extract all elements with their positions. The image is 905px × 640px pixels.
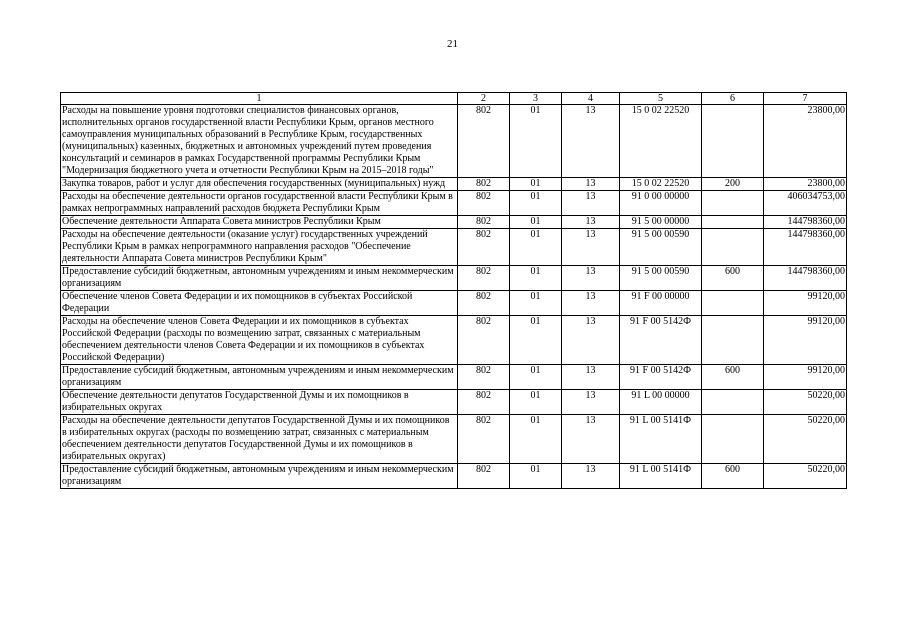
section-code: 01 xyxy=(510,464,562,489)
amount: 50220,00 xyxy=(764,415,847,464)
subsection-code: 13 xyxy=(562,229,620,266)
target-article-code: 91 5 00 00590 xyxy=(620,266,702,291)
target-article-code: 91 F 00 5142Ф xyxy=(620,365,702,390)
table-row xyxy=(61,415,847,464)
ministry-code: 802 xyxy=(458,216,510,229)
section-code: 01 xyxy=(510,191,562,216)
table-row xyxy=(61,191,847,216)
amount: 144798360,00 xyxy=(764,266,847,291)
subsection-code: 13 xyxy=(562,415,620,464)
target-article-code: 91 L 00 5141Ф xyxy=(620,464,702,489)
expense-name: Предоставление субсидий бюджетным, автономным учреждениям и иным некоммерческим организациям xyxy=(61,464,458,489)
budget-table xyxy=(60,92,847,489)
ministry-code: 802 xyxy=(458,266,510,291)
column-header: 6 xyxy=(702,93,764,105)
table-row xyxy=(61,365,847,390)
amount: 50220,00 xyxy=(764,390,847,415)
expense-name: Обеспечение деятельности депутатов Государственной Думы и их помощников в избирательных округах xyxy=(61,390,458,415)
subsection-code: 13 xyxy=(562,191,620,216)
column-header: 1 xyxy=(61,93,458,105)
subsection-code: 13 xyxy=(562,266,620,291)
subsection-code: 13 xyxy=(562,316,620,365)
ministry-code: 802 xyxy=(458,316,510,365)
table-row xyxy=(61,464,847,489)
subsection-code: 13 xyxy=(562,390,620,415)
section-code: 01 xyxy=(510,229,562,266)
expense-type-code xyxy=(702,291,764,316)
ministry-code: 802 xyxy=(458,365,510,390)
amount: 406034753,00 xyxy=(764,191,847,216)
amount: 50220,00 xyxy=(764,464,847,489)
table-row xyxy=(61,216,847,229)
table-row xyxy=(61,229,847,266)
expense-type-code: 200 xyxy=(702,178,764,191)
ministry-code: 802 xyxy=(458,291,510,316)
expense-type-code xyxy=(702,390,764,415)
expense-name: Расходы на обеспечение деятельности депутатов Государственной Думы и их помощников в избирательных округах (расходы по возмещению затрат, связанных с материальным обеспечением деятельности депутатов Государственной Думы и их помощников в избирательных округах) xyxy=(61,415,458,464)
section-code: 01 xyxy=(510,178,562,191)
expense-type-code: 600 xyxy=(702,365,764,390)
section-code: 01 xyxy=(510,216,562,229)
subsection-code: 13 xyxy=(562,178,620,191)
expense-name: Предоставление субсидий бюджетным, автономным учреждениям и иным некоммерческим организациям xyxy=(61,266,458,291)
ministry-code: 802 xyxy=(458,464,510,489)
expense-name: Обеспечение деятельности Аппарата Совета министров Республики Крым xyxy=(61,216,458,229)
expense-type-code: 600 xyxy=(702,266,764,291)
target-article-code: 91 F 00 00000 xyxy=(620,291,702,316)
expense-name: Обеспечение членов Совета Федерации и их помощников в субъектах Российской Федерации xyxy=(61,291,458,316)
target-article-code: 91 0 00 00000 xyxy=(620,191,702,216)
ministry-code: 802 xyxy=(458,390,510,415)
expense-type-code xyxy=(702,105,764,178)
expense-type-code: 600 xyxy=(702,464,764,489)
subsection-code: 13 xyxy=(562,291,620,316)
target-article-code: 91 5 00 00000 xyxy=(620,216,702,229)
table-row xyxy=(61,266,847,291)
ministry-code: 802 xyxy=(458,178,510,191)
expense-name: Расходы на обеспечение деятельности (оказание услуг) государственных учреждений Республики Крым в рамках непрограммного направления расходов "Обеспечение деятельности Аппарата Совета министров Республики Крым" xyxy=(61,229,458,266)
ministry-code: 802 xyxy=(458,415,510,464)
target-article-code: 15 0 02 22520 xyxy=(620,105,702,178)
section-code: 01 xyxy=(510,415,562,464)
table-row xyxy=(61,105,847,178)
section-code: 01 xyxy=(510,316,562,365)
table-row xyxy=(61,316,847,365)
table-row xyxy=(61,390,847,415)
section-code: 01 xyxy=(510,365,562,390)
expense-type-code xyxy=(702,216,764,229)
column-header: 2 xyxy=(458,93,510,105)
section-code: 01 xyxy=(510,105,562,178)
amount: 144798360,00 xyxy=(764,229,847,266)
amount: 99120,00 xyxy=(764,316,847,365)
expense-type-code xyxy=(702,191,764,216)
column-header: 5 xyxy=(620,93,702,105)
page-number: 21 xyxy=(447,38,458,50)
table-row xyxy=(61,178,847,191)
subsection-code: 13 xyxy=(562,216,620,229)
ministry-code: 802 xyxy=(458,105,510,178)
expense-name: Предоставление субсидий бюджетным, автономным учреждениям и иным некоммерческим организациям xyxy=(61,365,458,390)
amount: 23800,00 xyxy=(764,178,847,191)
column-header: 7 xyxy=(764,93,847,105)
table-row xyxy=(61,291,847,316)
target-article-code: 91 5 00 00590 xyxy=(620,229,702,266)
subsection-code: 13 xyxy=(562,365,620,390)
column-header: 3 xyxy=(510,93,562,105)
ministry-code: 802 xyxy=(458,229,510,266)
amount: 99120,00 xyxy=(764,291,847,316)
amount: 144798360,00 xyxy=(764,216,847,229)
ministry-code: 802 xyxy=(458,191,510,216)
amount: 99120,00 xyxy=(764,365,847,390)
column-header: 4 xyxy=(562,93,620,105)
expense-type-code xyxy=(702,316,764,365)
section-code: 01 xyxy=(510,291,562,316)
expense-name: Расходы на обеспечение членов Совета Федерации и их помощников в субъектах Российской Федерации (расходы по возмещению затрат, связанных с материальным обеспечением деятельности членов Совета Федерации и их помощников в субъектах Российской Федерации) xyxy=(61,316,458,365)
section-code: 01 xyxy=(510,390,562,415)
expense-name: Расходы на повышение уровня подготовки специалистов финансовых органов, исполнительных органов государственной власти Республики Крым, органов местного самоуправления муниципальных образований в Республике Крым, государственных (муниципальных) казенных, бюджетных и автономных учреждений путем проведения консультаций и семинаров в рамках Государственной программы Республики Крым "Модернизация бюджетного учета и отчетности Республики Крым на 2015–2018 годы" xyxy=(61,105,458,178)
expense-type-code xyxy=(702,415,764,464)
header-row xyxy=(61,93,847,105)
subsection-code: 13 xyxy=(562,464,620,489)
target-article-code: 91 L 00 5141Ф xyxy=(620,415,702,464)
expense-name: Закупка товаров, работ и услуг для обеспечения государственных (муниципальных) нужд xyxy=(61,178,458,191)
target-article-code: 91 F 00 5142Ф xyxy=(620,316,702,365)
section-code: 01 xyxy=(510,266,562,291)
expense-type-code xyxy=(702,229,764,266)
subsection-code: 13 xyxy=(562,105,620,178)
expense-name: Расходы на обеспечение деятельности органов государственной власти Республики Крым в рамках непрограммных направлений расходов бюджета Республики Крым xyxy=(61,191,458,216)
amount: 23800,00 xyxy=(764,105,847,178)
target-article-code: 91 L 00 00000 xyxy=(620,390,702,415)
target-article-code: 15 0 02 22520 xyxy=(620,178,702,191)
